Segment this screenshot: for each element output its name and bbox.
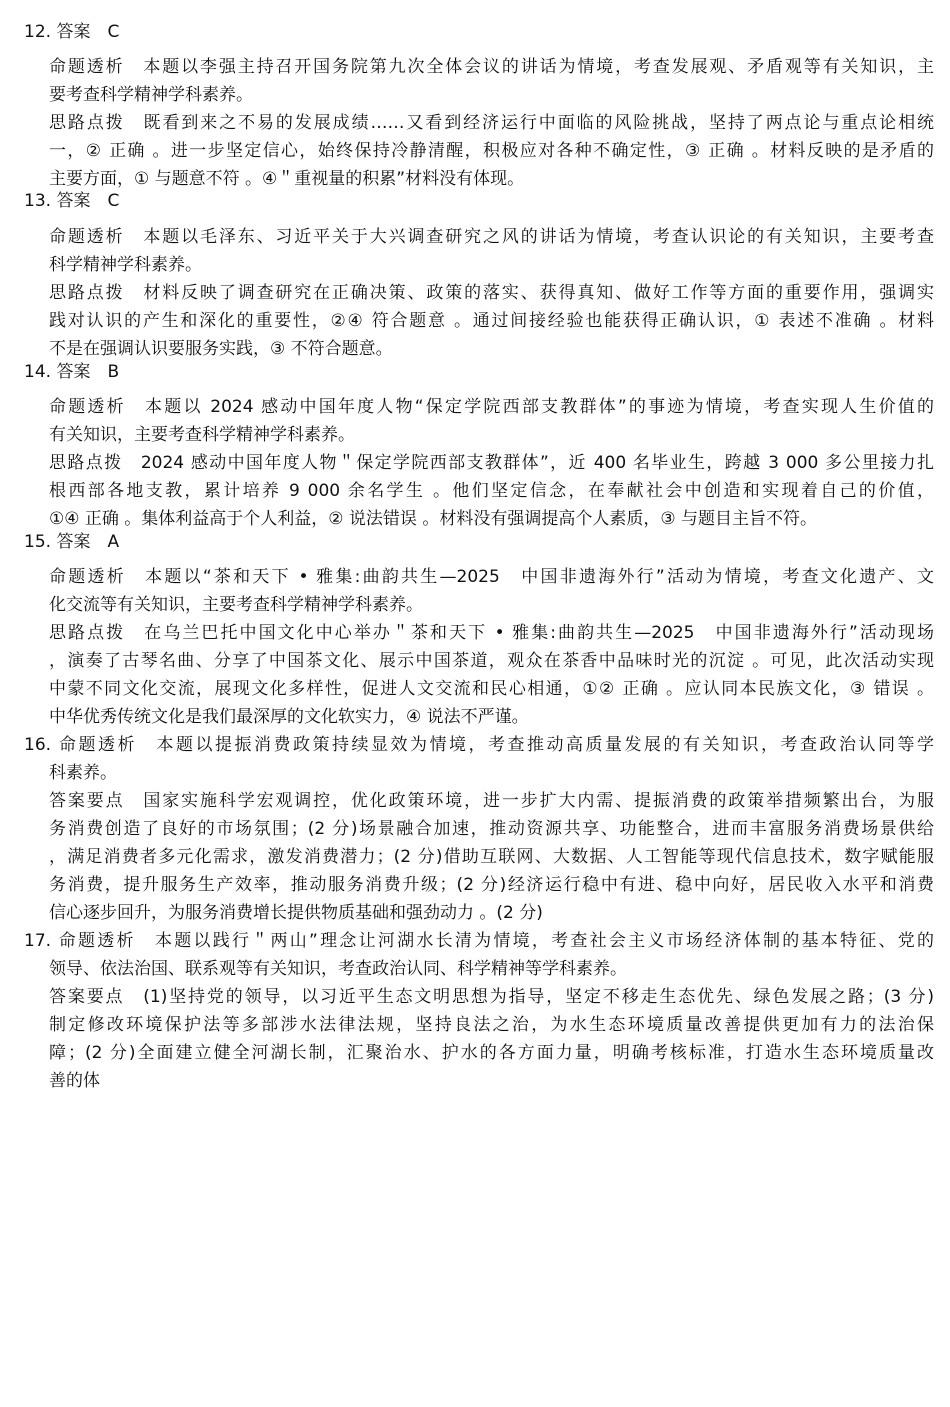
text-line: 命题透析 本题以毛泽东、习近平关于大兴调查研究之风的讲话为情境，考查认识论的有关知识，主要考查: [49, 227, 934, 247]
text-line: 务消费，提升服务生产效率，推动服务消费升级；(2 分)经济运行稳中有进、稳中向好，居民收入水平和消费: [49, 875, 934, 895]
question-heading: 12. 答案 C: [24, 22, 120, 42]
text-line: 领导、依法治国、联系观等有关知识，考查政治认同、科学精神等学科素养。: [49, 959, 627, 979]
text-line: 科学精神学科素养。: [49, 255, 202, 275]
text-line: 思路点拨 在乌兰巴托中国文化中心举办＂茶和天下 • 雅集:曲韵共生—2025 中国非遗海外行”活动现场: [49, 623, 934, 643]
question-heading: 15. 答案 A: [24, 532, 120, 552]
question-heading: 16. 命题透析 本题以提振消费政策持续显效为情境，考查推动高质量发展的有关知识，考查政治认同等学: [24, 735, 934, 755]
text-line: 一，② 正确 。进一步坚定信心，始终保持冷静清醒，积极应对各种不确定性，③ 正确 。材料反映的是矛盾的: [49, 141, 934, 161]
text-line: ①④ 正确 。集体利益高于个人利益，② 说法错误 。材料没有强调提高个人素质，③ 与题目主旨不符。: [49, 509, 817, 529]
text-line: 答案要点 (1)坚持党的领导，以习近平生态文明思想为指导，坚定不移走生态优先、绿色发展之路；(3 分): [49, 987, 934, 1007]
text-line: 制定修改环境保护法等多部涉水法律法规，坚持良法之治，为水生态环境质量改善提供更加有力的法治保: [49, 1015, 934, 1035]
text-line: 思路点拨 既看到来之不易的发展成绩……又看到经济运行中面临的风险挑战，坚持了两点论与重点论相统: [49, 113, 934, 133]
text-line: 中蒙不同文化交流，展现文化多样性，促进人文交流和民心相通，①② 正确 。应认同本民族文化，③ 错误 。: [49, 679, 934, 699]
text-line: 主要方面，① 与题意不符 。④＂重视量的积累”材料没有体现。: [49, 169, 525, 189]
text-line: 践对认识的产生和深化的重要性，②④ 符合题意 。通过间接经验也能获得正确认识，① 表述不准确 。材料: [49, 311, 934, 331]
text-line: 障；(2 分)全面建立健全河湖长制，汇聚治水、护水的各方面力量，明确考核标准，打造水生态环境质量改: [49, 1043, 934, 1063]
text-line: 科素养。: [49, 763, 117, 783]
text-line: ，满足消费者多元化需求，激发消费潜力；(2 分)借助互联网、大数据、人工智能等现代信息技术，数字赋能服: [49, 847, 934, 867]
text-line: 命题透析 本题以“茶和天下 • 雅集:曲韵共生—2025 中国非遗海外行”活动为情境，考查文化遗产、文: [49, 567, 934, 587]
text-line: 信心逐步回升，为服务消费增长提供物质基础和强劲动力 。(2 分): [49, 903, 543, 923]
text-line: 不是在强调认识要服务实践，③ 不符合题意。: [49, 339, 393, 359]
text-line: 有关知识，主要考查科学精神学科素养。: [49, 425, 355, 445]
text-line: 答案要点 国家实施科学宏观调控，优化政策环境，进一步扩大内需、提振消费的政策举措频繁出台，为服: [49, 791, 934, 811]
question-heading: 13. 答案 C: [24, 191, 120, 211]
text-line: 思路点拨 材料反映了调查研究在正确决策、政策的落实、获得真知、做好工作等方面的重要作用，强调实: [49, 283, 934, 303]
text-line: 思路点拨 2024 感动中国年度人物＂保定学院西部支教群体”，近 400 名毕业生，跨越 3 000 多公里接力扎: [49, 453, 934, 473]
text-line: 化交流等有关知识，主要考查科学精神学科素养。: [49, 595, 423, 615]
text-line: 命题透析 本题以 2024 感动中国年度人物“保定学院西部支教群体”的事迹为情境，考查实现人生价值的: [49, 397, 934, 417]
text-line: 务消费创造了良好的市场氛围；(2 分)场景融合加速，推动资源共享、功能整合，进而丰富服务消费场景供给: [49, 819, 934, 839]
text-line: 中华优秀传统文化是我们最深厚的文化软实力，④ 说法不严谨。: [49, 707, 529, 727]
text-line: 善的体: [49, 1071, 100, 1091]
text-line: 要考查科学精神学科素养。: [49, 85, 253, 105]
question-heading: 17. 命题透析 本题以践行＂两山”理念让河湖水长清为情境，考查社会主义市场经济体制的基本特征、党的: [24, 931, 934, 951]
question-heading: 14. 答案 B: [24, 362, 120, 382]
text-line: 根西部各地支教，累计培养 9 000 余名学生 。他们坚定信念，在奉献社会中创造和实现着自己的价值，: [49, 481, 934, 501]
text-line: ，演奏了古琴名曲、分享了中国茶文化、展示中国茶道，观众在茶香中品味时光的沉淀 。可见，此次活动实现: [49, 651, 934, 671]
text-line: 命题透析 本题以李强主持召开国务院第九次全体会议的讲话为情境，考查发展观、矛盾观等有关知识，主: [49, 57, 934, 77]
